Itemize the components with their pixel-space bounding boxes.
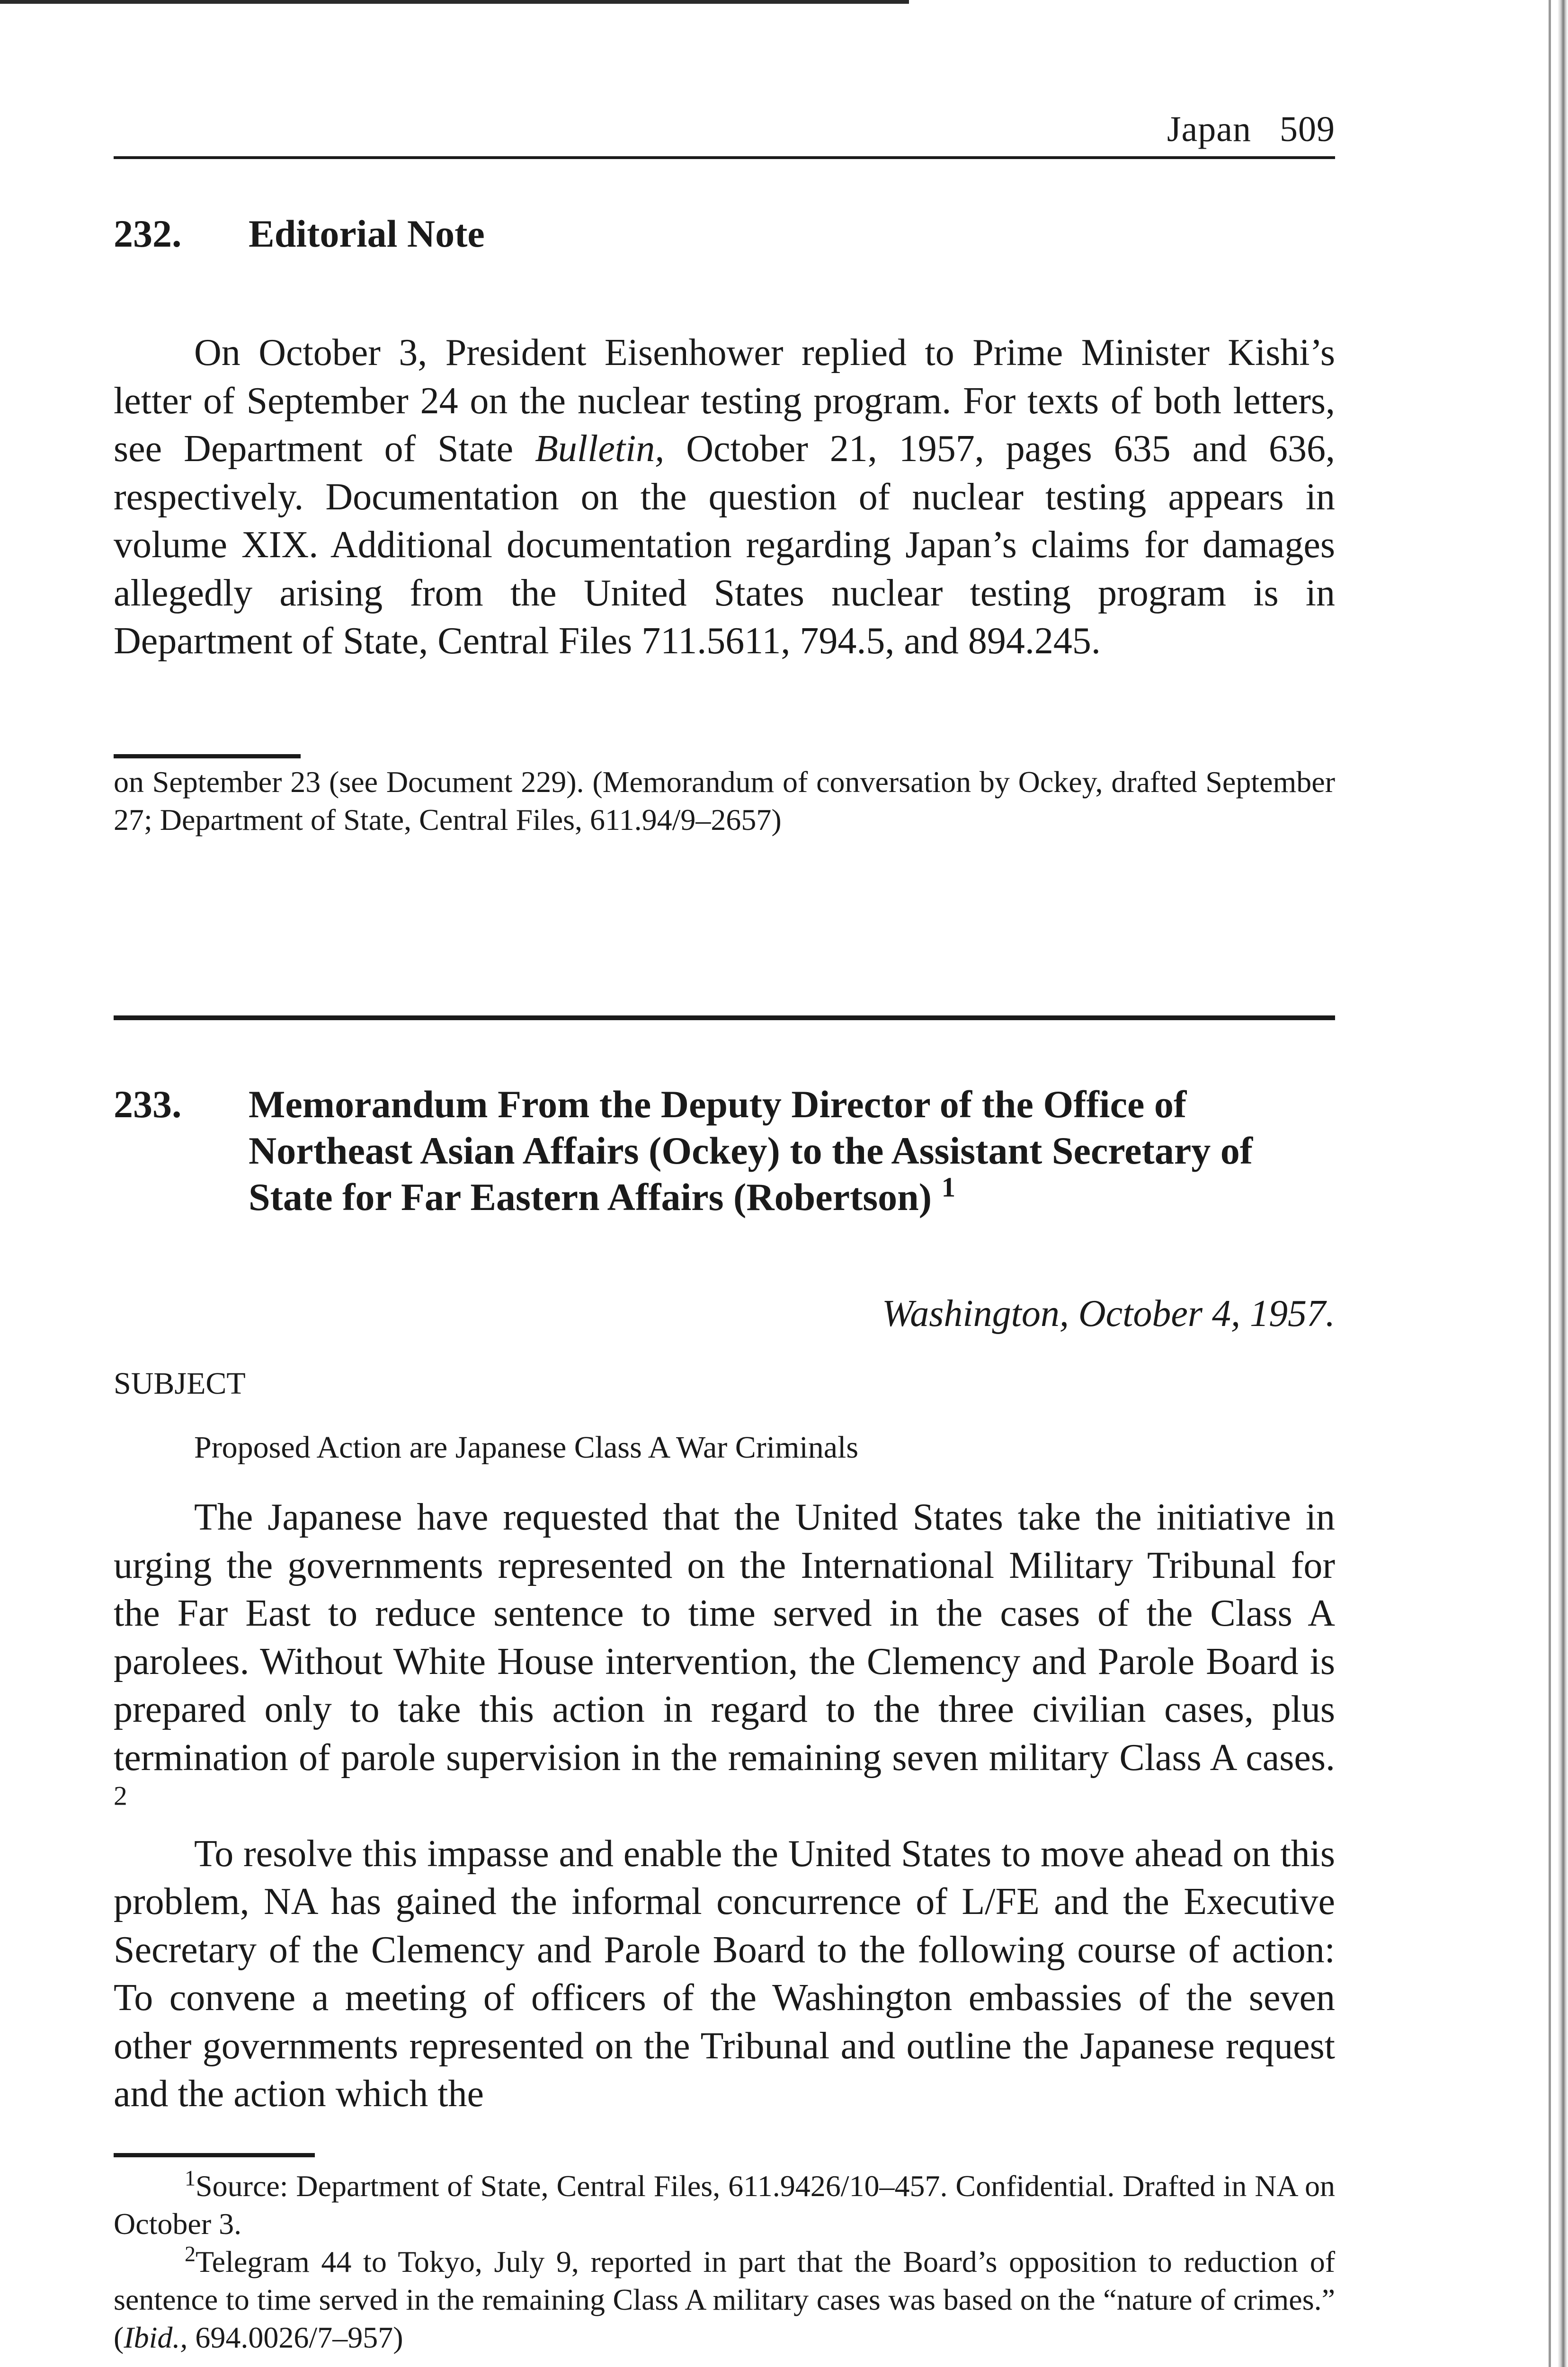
memorandum-body <box>114 1494 1335 2118</box>
document-title: Editorial Note <box>249 212 485 255</box>
document-number: 233. <box>114 1083 182 1126</box>
dateline: Washington, October 4, 1957. <box>882 1293 1335 1335</box>
section-divider <box>114 1015 1335 1020</box>
footnote-rule <box>114 2153 315 2157</box>
running-head <box>1167 109 1335 150</box>
scan-binding-line <box>1549 0 1551 2367</box>
page-number: 509 <box>1280 109 1335 149</box>
subject-text: Proposed Action are Japanese Class A War Criminals <box>194 1430 859 1465</box>
document-number: 232. <box>114 212 182 255</box>
running-head-section: Japan <box>1167 109 1251 149</box>
footnote-rule <box>114 754 301 758</box>
subject-label: SUBJECT <box>114 1366 246 1401</box>
footnote-2: $^2$Telegram 44 to Tokyo, July 9, reported in part that the Board’s opposition to reduction of sentence to time served in the remaining Class A military cases was based on the “nature of crimes.” (Ibid., 694.0026/7–957) <box>114 2242 1335 2354</box>
footnotes <box>114 2167 1335 2357</box>
memorandum-paragraph-1: The Japanese have requested that the United States take the initiative in urging the governments represented on the International Military Tribunal for the Far East to reduce sentence to time served in the cases of the Class A parolees. Without White House intervention, the Clemency and Parole Board is prepared only to take this action in regard to the three civilian cases, plus termination of parole supervision in the remaining seven military Class A cases. $^2$ <box>114 1496 1335 1811</box>
document-title: Memorandum From the Deputy Director of the Office of Northeast Asian Affairs (Ockey) to the Assistant Secretary of State for Far Eastern Affairs (Robertson) $^1$ <box>249 1083 1253 1219</box>
carryover-footnote: on September 23 (see Document 229). (Memorandum of conversation by Ockey, drafted September 27; Department of State, Central Files, 611.94/9–2657) <box>114 765 1335 836</box>
editorial-note-body <box>114 329 1335 666</box>
footnote-reference: 1 <box>941 1171 956 1203</box>
document-page <box>114 0 1335 2367</box>
scan-binding-edge <box>1558 0 1568 2367</box>
editorial-note-paragraph: On October 3, President Eisenhower replied to Prime Minister Kishi’s letter of September 24 on the nuclear testing program. For texts of both letters, see Department of State Bulletin, October 21, 1957, pages 635 and 636, respectively. Documentation on the question of nuclear testing appears in volume XIX. Additional documentation regarding Japan’s claims for damages allegedly arising from the United States nuclear testing program is in Department of State, Central Files 711.5611, 794.5, and 894.245. <box>114 332 1335 662</box>
header-rule <box>114 156 1335 159</box>
memorandum-paragraph-2: To resolve this impasse and enable the United States to move ahead on this problem, NA has gained the informal concurrence of L/FE and the Executive Secretary of the Clemency and Parole Board to the following course of action: To convene a meeting of officers of the Washington embassies of the seven other governments represented on the Tribunal and outline the Japanese request and the action which the <box>114 1833 1335 2115</box>
footnote-reference: 2 <box>114 1781 127 1811</box>
footnote-1: $^1$Source: Department of State, Central Files, 611.9426/10–457. Confidential. Drafted in NA on October 3. <box>114 2166 1335 2241</box>
